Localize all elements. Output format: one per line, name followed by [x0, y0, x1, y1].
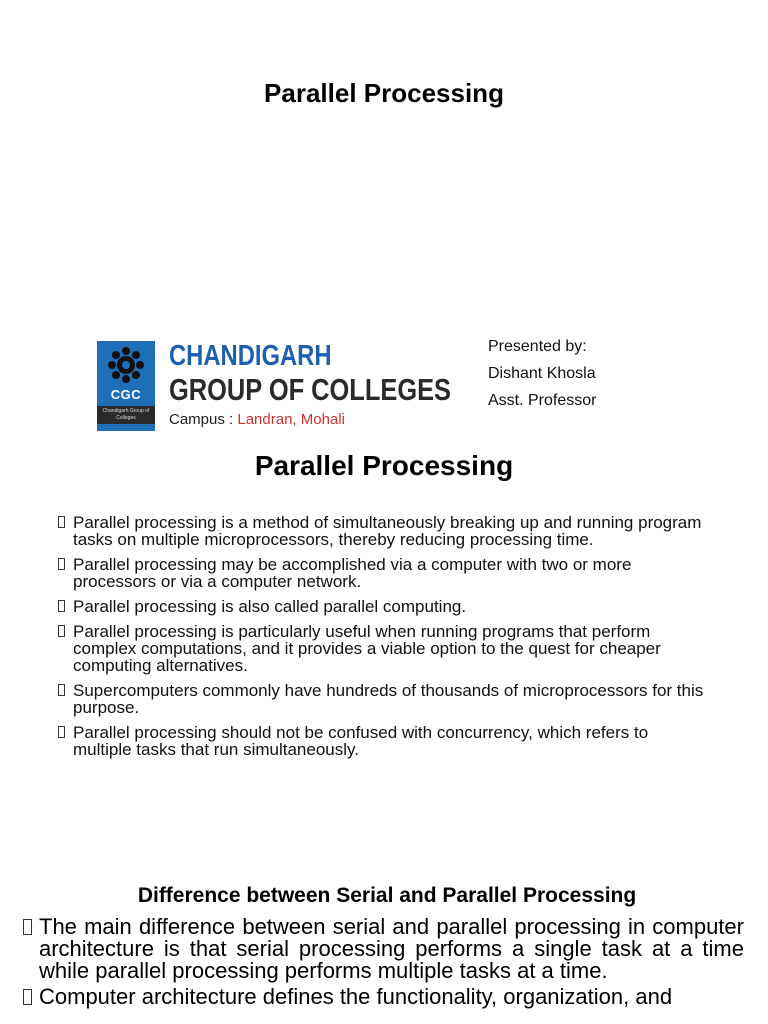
list-item-text: Parallel processing is a method of simultaneously breaking up and running program tasks on multiple microprocessors, thereby reducing processing time.	[73, 513, 702, 549]
list-item-text: Parallel processing should not be confused with concurrency, which refers to multiple tasks that run simultaneously.	[73, 723, 649, 759]
slide-title: Parallel Processing	[264, 78, 504, 108]
list-item	[58, 598, 708, 615]
campus-label: Campus :	[169, 411, 238, 428]
bullet-box-icon	[58, 600, 65, 612]
logo-name-line1: CHANDIGARH	[169, 340, 332, 372]
list-item-text: The main difference between serial and parallel processing in computer architecture is that serial processing performs a single task at a time while parallel processing performs multiple tasks at a time.	[39, 914, 744, 983]
section-title: Difference between Serial and Parallel Processing	[137, 884, 637, 907]
bullet-list	[58, 514, 708, 766]
college-logo	[97, 338, 452, 434]
list-item	[58, 556, 708, 590]
logo-badge-subtext: Chandigarh Group of Colleges	[97, 406, 155, 424]
list-item-text: Supercomputers commonly have hundreds of thousands of microprocessors for this purpose.	[73, 681, 704, 717]
bullet-box-icon	[58, 726, 65, 738]
list-item	[22, 986, 744, 1008]
presenter-label: Presented by:	[488, 338, 587, 355]
bullet-box-icon	[23, 989, 32, 1005]
logo-name-line2: GROUP OF COLLEGES	[169, 372, 452, 407]
list-item	[22, 916, 744, 982]
list-item	[58, 623, 708, 674]
logo-campus	[169, 411, 345, 428]
presenter-role: Asst. Professor	[488, 392, 597, 409]
bullet-box-icon	[23, 919, 32, 935]
bullet-box-icon	[58, 684, 65, 696]
section-title: Parallel Processing	[254, 450, 514, 481]
campus-location: Landran, Mohali	[237, 411, 345, 428]
list-item-text: Computer architecture defines the functionality, organization, and	[39, 984, 673, 1009]
list-item	[58, 514, 708, 548]
bullet-box-icon	[58, 516, 65, 528]
presenter-block	[488, 333, 596, 414]
logo-badge	[97, 341, 155, 431]
list-item-text: Parallel processing is particularly useful when running programs that perform complex computations, and it provides a viable option to the quest for cheaper computing alternatives.	[73, 622, 661, 675]
presenter-name: Dishant Khosla	[488, 365, 596, 382]
list-item	[58, 682, 708, 716]
list-item	[58, 724, 708, 758]
bullet-box-icon	[58, 625, 65, 637]
list-item-text: Parallel processing is also called parallel computing.	[73, 597, 467, 616]
logo-badge-text: CGC	[110, 387, 142, 402]
bullet-box-icon	[58, 558, 65, 570]
paragraph-list	[22, 916, 744, 1012]
list-item-text: Parallel processing may be accomplished via a computer with two or more processors or via a computer network.	[73, 555, 632, 591]
gear-emblem-icon	[106, 345, 146, 385]
